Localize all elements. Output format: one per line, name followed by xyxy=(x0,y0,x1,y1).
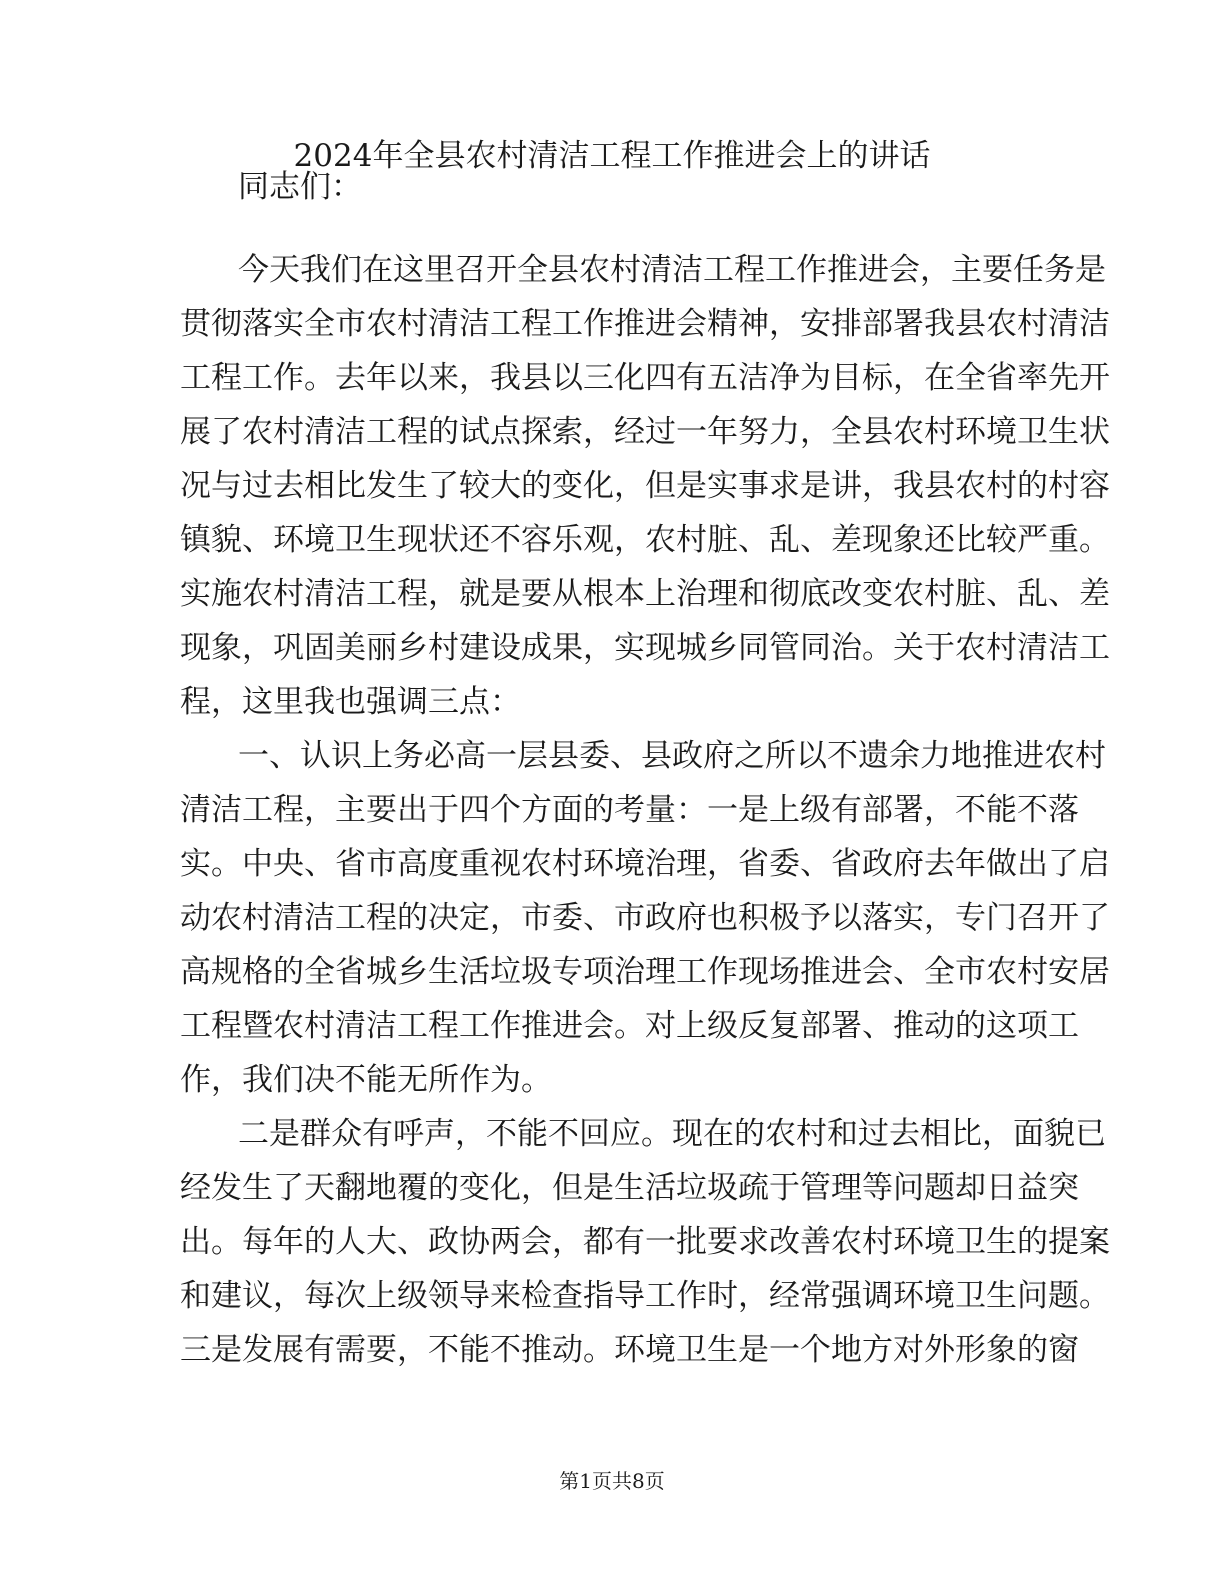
body-line: 动农村清洁工程的决定，市委、市政府也积极予以落实，专门召开了 xyxy=(180,900,1110,936)
body-line: 况与过去相比发生了较大的变化，但是实事求是讲，我县农村的村容 xyxy=(180,468,1110,504)
body-line: 出。每年的人大、政协两会，都有一批要求改善农村环境卫生的提案 xyxy=(180,1224,1110,1260)
body-line: 一、认识上务必高一层县委、县政府之所以不遗余力地推进农村 xyxy=(238,738,1106,774)
body-line: 经发生了天翻地覆的变化，但是生活垃圾疏于管理等问题却日益突 xyxy=(180,1170,1079,1206)
body-line: 镇貌、环境卫生现状还不容乐观，农村脏、乱、差现象还比较严重。 xyxy=(180,522,1110,558)
body-line: 和建议，每次上级领导来检查指导工作时，经常强调环境卫生问题。 xyxy=(180,1278,1110,1314)
body-line: 今天我们在这里召开全县农村清洁工程工作推进会，主要任务是 xyxy=(238,252,1106,288)
document-title: 2024年全县农村清洁工程工作推进会上的讲话 xyxy=(293,138,931,174)
body-line: 工程工作。去年以来，我县以三化四有五洁净为目标，在全省率先开 xyxy=(180,360,1110,396)
body-line: 贯彻落实全市农村清洁工程工作推进会精神，安排部署我县农村清洁 xyxy=(180,306,1110,342)
body-line: 三是发展有需要，不能不推动。环境卫生是一个地方对外形象的窗 xyxy=(180,1332,1079,1368)
body-line: 现象，巩固美丽乡村建设成果，实现城乡同管同治。关于农村清洁工 xyxy=(180,630,1110,666)
body-line: 高规格的全省城乡生活垃圾专项治理工作现场推进会、全市农村安居 xyxy=(180,954,1110,990)
body-line: 实。中央、省市高度重视农村环境治理，省委、省政府去年做出了启 xyxy=(180,846,1110,882)
body-line: 实施农村清洁工程，就是要从根本上治理和彻底改变农村脏、乱、差 xyxy=(180,576,1110,612)
body-line: 工程暨农村清洁工程工作推进会。对上级反复部署、推动的这项工 xyxy=(180,1008,1079,1044)
body-line: 展了农村清洁工程的试点探索，经过一年努力，全县农村环境卫生状 xyxy=(180,414,1110,450)
body-line: 作，我们决不能无所作为。 xyxy=(180,1062,552,1098)
body-line: 二是群众有呼声，不能不回应。现在的农村和过去相比，面貌已 xyxy=(238,1116,1106,1152)
salutation-line: 同志们： xyxy=(238,169,362,205)
page-number-footer: 第1页共8页 xyxy=(559,1469,665,1493)
body-line: 清洁工程，主要出于四个方面的考量：一是上级有部署，不能不落 xyxy=(180,792,1079,828)
body-line: 程，这里我也强调三点： xyxy=(180,684,521,720)
